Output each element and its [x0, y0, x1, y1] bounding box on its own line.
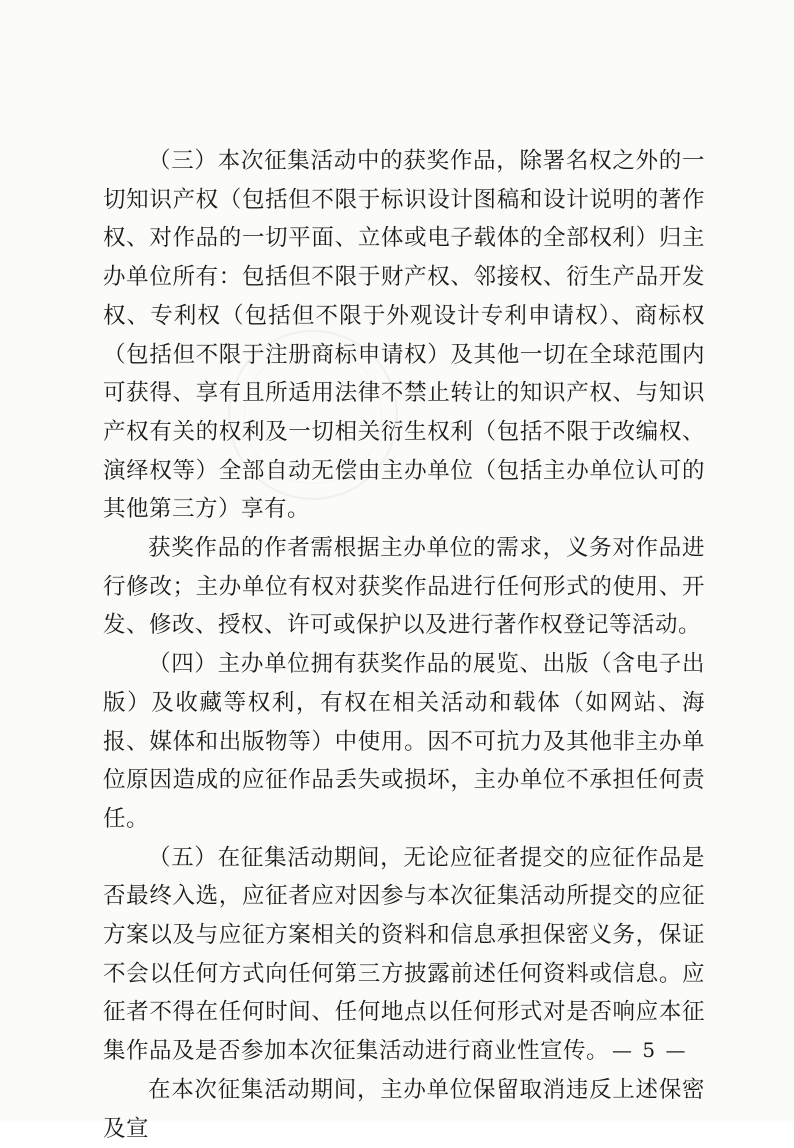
document-body [103, 142, 705, 1148]
paragraph-section-3: （三）本次征集活动中的获奖作品，除署名权之外的一切知识产权（包括但不限于标识设计图稿和设计说明的著作权、对作品的一切平面、立体或电子载体的全部权利）归主办单位所有：包括但不限于财产权、邻接权、衍生产品开发权、专利权（包括但不限于外观设计专利申请权）、商标权（包括但不限于注册商标申请权）及其他一切在全球范围内可获得、享有且所适用法律不禁止转让的知识产权、与知识产权有关的权利及一切相关衍生权利（包括不限于改编权、演绎权等）全部自动无偿由主办单位（包括主办单位认可的其他第三方）享有。 [103, 148, 705, 523]
paragraph-section-5: （五）在征集活动期间，无论应征者提交的应征作品是否最终入选，应征者应对因参与本次征集活动所提交的应征方案以及与应征方案相关的资料和信息承担保密义务，保证不会以任何方式向任何第三方披露前述任何资料或信息。应征者不得在任何时间、任何地点以任何形式对是否响应本征集作品及是否参加本次征集活动进行商业性宣传。 [103, 844, 705, 1065]
paragraph-revision-obligation: 获奖作品的作者需根据主办单位的需求，义务对作品进行修改；主办单位有权对获奖作品进行任何形式的使用、开发、修改、授权、许可或保护以及进行著作权登记等活动。 [103, 535, 705, 639]
paragraph-section-4: （四）主办单位拥有获奖作品的展览、出版（含电子出版）及收藏等权利，有权在相关活动和载体（如网站、海报、媒体和出版物等）中使用。因不可抗力及其他非主办单位原因造成的应征作品丢失或损坏，主办单位不承担任何责任。 [103, 651, 705, 832]
paragraph-confidentiality-continued: 在本次征集活动期间，主办单位保留取消违反上述保密及宣 [103, 1076, 705, 1142]
page-number: — 5 — [612, 1038, 688, 1062]
